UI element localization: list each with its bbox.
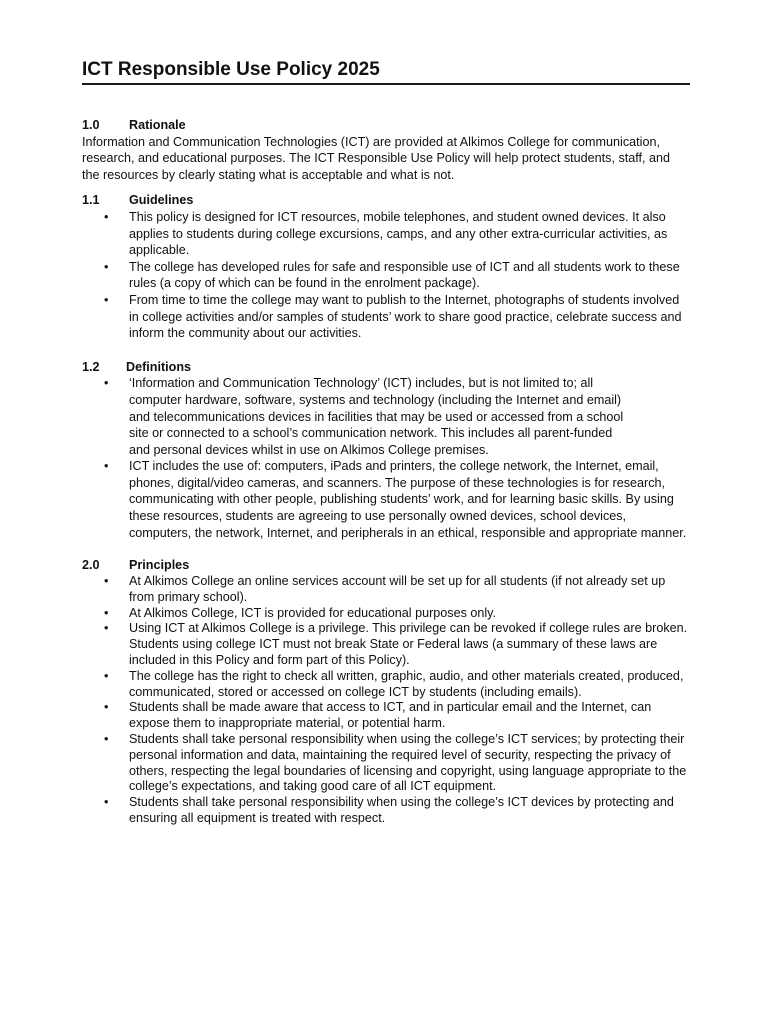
bullet-icon: • bbox=[104, 459, 109, 474]
definitions-list bbox=[82, 375, 690, 541]
bullet-icon: • bbox=[104, 732, 109, 747]
section-title: Definitions bbox=[126, 359, 192, 374]
list-item bbox=[82, 700, 690, 732]
bullet-icon: • bbox=[104, 376, 109, 391]
list-item-text: Students shall take personal responsibility when using the college’s ICT services; by protecting their personal information and data, maintaining the required level of security, respecting the privacy of others, respecting the legal boundaries of licensing and copyright, using language appropriate to the college’s expectations, and taking good care of all ICT equipment. bbox=[129, 732, 687, 794]
section-rationale bbox=[82, 117, 690, 183]
list-item bbox=[82, 375, 690, 458]
list-item-text: From time to time the college may want to publish to the Internet, photographs of students involved in college activities and/or samples of students’ work to share good practice, celebrate success and inform the community about our activities. bbox=[129, 292, 682, 341]
section-title: Guidelines bbox=[129, 193, 194, 208]
section-definitions bbox=[82, 359, 690, 542]
bullet-icon: • bbox=[104, 668, 109, 683]
list-item bbox=[82, 669, 690, 701]
section-heading bbox=[82, 192, 690, 209]
bullet-icon: • bbox=[104, 621, 109, 636]
section-heading bbox=[82, 359, 690, 376]
list-item bbox=[82, 795, 690, 827]
list-item-text: ICT includes the use of: computers, iPads and printers, the college network, the Internet, email, phones, digital/video cameras, and scanners. The purpose of these technologies is for research, communicating with other people, publishing students’ work, and for learning basic skills. By using these resources, students are agreeing to use personally owned devices, school devices, computers, the network, Internet, and peripherals in an ethical, responsible and appropriate manner. bbox=[129, 459, 687, 540]
list-item-text: The college has the right to check all written, graphic, audio, and other materials created, produced, communicated, stored or accessed on college ICT by students (including emails). bbox=[129, 668, 684, 699]
bullet-icon: • bbox=[104, 605, 109, 620]
section-principles bbox=[82, 558, 690, 827]
list-item bbox=[82, 621, 690, 668]
bullet-icon: • bbox=[104, 259, 109, 274]
section-number: 2.0 bbox=[82, 558, 100, 573]
section-number: 1.0 bbox=[82, 118, 100, 132]
principles-list bbox=[82, 574, 690, 827]
list-item bbox=[82, 292, 690, 342]
section-heading bbox=[82, 117, 690, 134]
bullet-icon: • bbox=[104, 209, 109, 224]
section-title: Rationale bbox=[129, 118, 186, 132]
list-item bbox=[82, 606, 690, 622]
list-item-text: At Alkimos College, ICT is provided for educational purposes only. bbox=[129, 605, 497, 620]
section-title: Principles bbox=[129, 558, 190, 573]
document-page bbox=[82, 58, 690, 827]
list-item-text: At Alkimos College an online services account will be set up for all students (if not already set up from primary school). bbox=[129, 574, 666, 604]
section-number: 1.1 bbox=[82, 193, 100, 208]
list-item-text: Students shall be made aware that access to ICT, and in particular email and the Internet, can expose them to inappropriate material, or potential harm. bbox=[129, 700, 652, 731]
rationale-paragraph: Information and Communication Technologies (ICT) are provided at Alkimos College for communication, research, and educational purposes. The ICT Responsible Use Policy will help protect students, staff, and the resources by clearly stating what is acceptable and what is not. bbox=[82, 134, 671, 182]
section-heading bbox=[82, 558, 690, 574]
document-title: ICT Responsible Use Policy 2025 bbox=[82, 58, 690, 85]
list-item bbox=[82, 458, 690, 541]
bullet-icon: • bbox=[104, 795, 109, 810]
list-item bbox=[82, 732, 690, 795]
list-item bbox=[82, 209, 690, 259]
bullet-icon: • bbox=[104, 700, 109, 715]
guidelines-list bbox=[82, 209, 690, 342]
list-item-text: The college has developed rules for safe and responsible use of ICT and all students work to these rules (a copy of which can be found in the enrolment package). bbox=[129, 259, 680, 291]
list-item bbox=[82, 574, 690, 606]
section-guidelines bbox=[82, 192, 690, 341]
bullet-icon: • bbox=[104, 574, 109, 589]
bullet-icon: • bbox=[104, 292, 109, 307]
section-number: 1.2 bbox=[82, 359, 100, 374]
list-item bbox=[82, 259, 690, 292]
list-item-text: ‘Information and Communication Technology’ (ICT) includes, but is not limited to; all computer hardware, software, systems and technology (including the Internet and email) and telecommunications devices in facilities that may be used or accessed from a school site or connected to a school’s communication network. This includes all parent-funded and personal devices whilst in use on Alkimos College premises. bbox=[129, 376, 624, 457]
list-item-text: Using ICT at Alkimos College is a privilege. This privilege can be revoked if college rules are broken. Students using college ICT must not break State or Federal laws (a summary of these laws are included in this Policy and form part of this Policy). bbox=[129, 621, 688, 668]
list-item-text: Students shall take personal responsibility when using the college’s ICT devices by protecting and ensuring all equipment is treated with respect. bbox=[129, 795, 674, 825]
list-item-text: This policy is designed for ICT resources, mobile telephones, and student owned devices. It also applies to students during college excursions, camps, and any other extra-curricular activities, as applicable. bbox=[129, 209, 668, 258]
